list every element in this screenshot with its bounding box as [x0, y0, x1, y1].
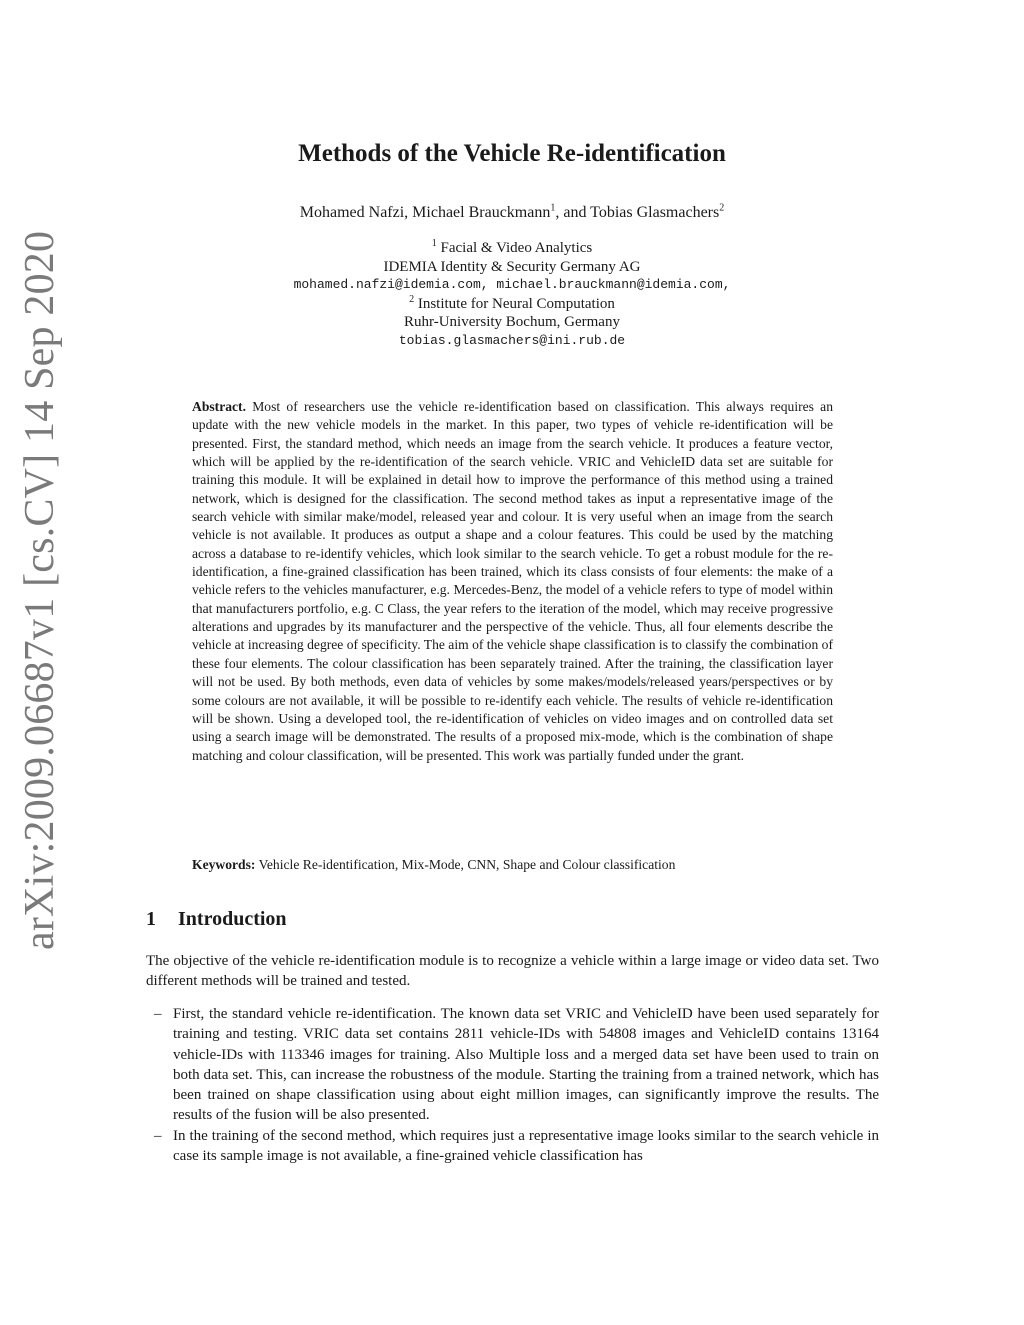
list-item [146, 1126, 879, 1167]
bullet-dash: – [154, 1006, 162, 1022]
bullet-dash: – [154, 1127, 162, 1144]
abstract-text: Most of researchers use the vehicle re-identification based on classification. This always requires an update with the new vehicle models in the market. In this paper, two types of vehicle re-identification will be presented. First, the standard method, which needs an image from the search vehicle. It produces a feature vector, which will be applied by the re-identification of the search vehicle. VRIC and VehicleID data set are suitable for training this module. It will be explained in detail how to improve the performance of this method using a trained network, which is designed for the classification. The second method takes as input a representative image of the search vehicle with similar make/model, released year and colour. It is very useful when an image from the search vehicle is not available. It produces as output a shape and a colour features. This could be used by the matching across a database to re-identify vehicles, which look similar to the search vehicle. To get a robust module for the re-identification, a fine-grained classification has been trained, which its class consists of four elements: the make of a vehicle refers to the vehicles manufacturer, e.g. Mercedes-Benz, the model of a vehicle refers to type of model within that manufacturers portfolio, e.g. C Class, the year refers to the iteration of the model, which may receive progressive alterations and upgrades by its manufacturer and the perspective of the vehicle. Thus, all four elements describe the vehicle at increasing degree of specificity. The aim of the vehicle shape classification is to classify the combination of these four elements. The colour classification has been separately trained. After the training, the classification layer will not be used. By both methods, even data of vehicles by some makes/models/released years/perspectives or by some colours are not available, it will be possible to re-identify each vehicle. The results of vehicle re-identification will be shown. Using a developed tool, the re-identification of vehicles on video images and on controlled data set using a search image will be demonstrated. The results of a proposed mix-mode, which is the combination of shape matching and colour classification, will be presented. This work was partially funded under the grant. [192, 399, 834, 763]
keywords [192, 856, 833, 874]
section-number: 1 [146, 908, 156, 930]
method-list [146, 1004, 879, 1166]
author-email: tobias.glasmachers@ini.rub.de [398, 332, 626, 348]
affiliation-line: IDEMIA Identity & Security Germany AG [383, 258, 641, 275]
author-names: Mohamed Nafzi, Michael Brauckmann [299, 204, 551, 221]
list-item-text: First, the standard vehicle re-identification. The known data set VRIC and VehicleID have been used separately for training and testing. VRIC data set contains 2811 vehicle-IDs with 54808 images and VehicleID contains 13164 vehicle-IDs with 113346 images for training. Also Multiple loss and a merged data set have been used to train on both data set. This, can increase the robustness of the module. Starting the training from a trained network, which has been trained on shape classification using about eight million images, can significantly improve the results. The results of the fusion will be also presented. [173, 1006, 879, 1124]
paper-title: Methods of the Vehicle Re-identification [298, 140, 726, 167]
intro-paragraph: The objective of the vehicle re-identification module is to recognize a vehicle within a large image or video data set. Two different methods will be trained and tested. [146, 953, 879, 990]
affiliation-line [0, 295, 1024, 314]
abstract-label: Abstract. [192, 399, 246, 414]
keywords-text: Vehicle Re-identification, Mix-Mode, CNN, Shape and Colour classification [258, 857, 676, 872]
list-item-text: In the training of the second method, which requires just a representative image looks similar to the search vehicle in case its sample image is not available, a fine-grained vehicle classification has [173, 1127, 879, 1165]
section-title: Introduction [178, 908, 287, 930]
affiliation-line: Ruhr-University Bochum, Germany [404, 314, 620, 330]
affiliations-block [0, 239, 1024, 350]
affiliation-number-1: 1 [431, 238, 437, 249]
affiliation-line [0, 239, 1024, 258]
author-names-last: , and Tobias Glasmachers [555, 204, 720, 221]
author-emails: mohamed.nafzi@idemia.com, michael.brauckmann@idemia.com, [293, 277, 731, 292]
affiliation-group: Facial & Video Analytics [440, 240, 593, 256]
affiliation-marker-1: 1 [550, 202, 556, 214]
section-heading [146, 906, 287, 932]
abstract [192, 398, 833, 765]
keywords-label: Keywords: [192, 857, 256, 872]
affiliation-number-2: 2 [409, 293, 415, 305]
list-item [146, 1004, 879, 1126]
affiliation-marker-2: 2 [719, 202, 725, 214]
affiliation-institute: Institute for Neural Computation [417, 295, 615, 312]
arxiv-identifier-stamp: arXiv:2009.06687v1 [cs.CV] 14 Sep 2020 [17, 230, 63, 950]
author-list [0, 202, 1024, 224]
